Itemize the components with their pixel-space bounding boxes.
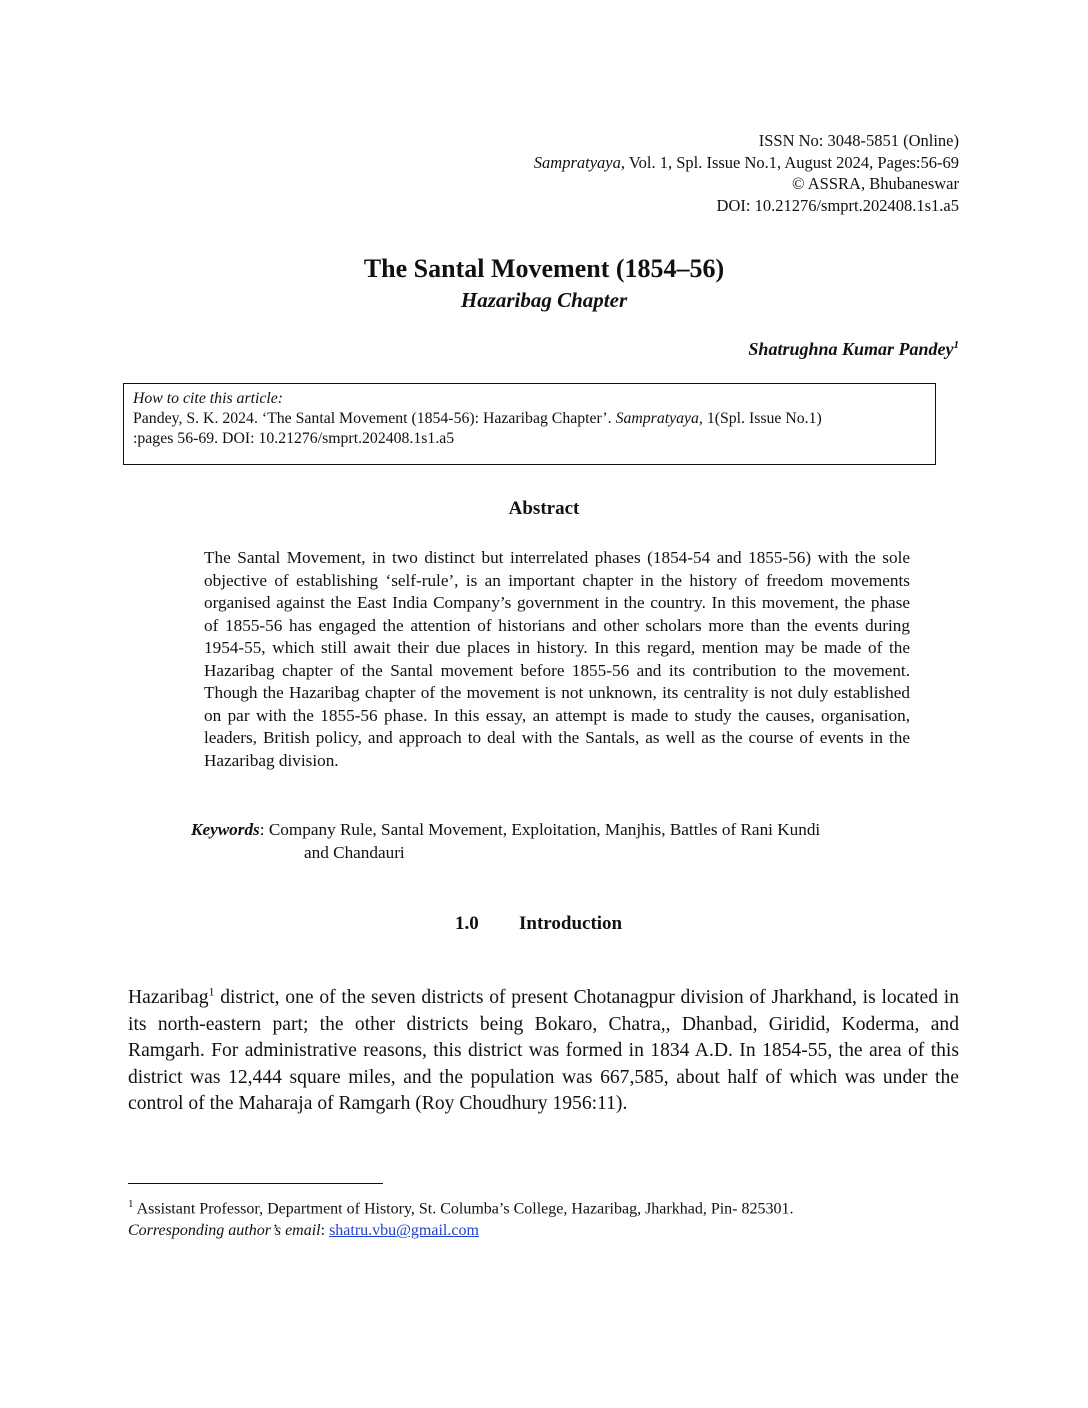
abstract-heading: Abstract <box>508 498 580 519</box>
journal-header <box>534 130 959 216</box>
journal-info <box>534 152 959 174</box>
intro-footnote-mark: 1 <box>208 984 215 999</box>
email-sep: : <box>320 1222 330 1240</box>
article-subtitle: Hazaribag Chapter <box>460 288 628 312</box>
citation-box <box>123 383 936 465</box>
citation-prefix: Pandey, S. K. 2024. ‘The Santal Movement (1854-56): Hazaribag Chapter’. <box>133 410 616 427</box>
footnote-line-1 <box>128 1193 794 1220</box>
footnote-divider <box>128 1183 383 1184</box>
email-label: Corresponding author’s email <box>128 1222 321 1240</box>
author-footnote-mark: 1 <box>953 339 959 351</box>
section-heading <box>455 913 622 935</box>
keywords-line-1: : Company Rule, Santal Movement, Exploitation, Manjhis, Battles of Rani Kundi <box>259 820 821 839</box>
keywords <box>191 818 820 864</box>
keywords-label: Keywords <box>191 820 260 839</box>
footnote-line-2 <box>128 1220 794 1242</box>
footnote-text: Assistant Professor, Department of History, St. Columba’s College, Hazaribag, Jharkhad, Pin- 825301. <box>133 1200 794 1218</box>
abstract-text: The Santal Movement, in two distinct but interrelated phases (1854-54 and 1855-56) with the sole objective of establishing ‘self-rule’, is an important chapter in the history of freedom movements organised against the East India Company’s government in the country. In this movement, the phase of 1855-56 has engaged the attention of historians and other scholars more than the events during 1954-55, which still await their due places in history. In this regard, mention may be made of the Hazaribag chapter of the Santal movement before 1855-56 and its contribution to the movement. Though the Hazaribag chapter of the movement is not unknown, its centrality is not duly established on par with the 1855-56 phase. In this essay, an attempt is made to study the causes, organisation, leaders, British policy, and approach to deal with the Santals, as well as the course of events in the Hazaribag division. <box>204 548 910 770</box>
journal-name: Sampratyaya, <box>533 152 625 172</box>
citation-line-2: :pages 56-69. DOI: 10.21276/smprt.202408.1s1.a5 <box>133 430 455 447</box>
doi: DOI: 10.21276/smprt.202408.1s1.a5 <box>716 195 959 215</box>
email-link[interactable]: shatru.vbu@gmail.com <box>329 1222 479 1240</box>
citation-journal: Sampratyaya, <box>615 410 703 427</box>
footnote <box>128 1193 794 1242</box>
intro-first-word: Hazaribag <box>128 987 209 1008</box>
author-text: Shatrughna Kumar Pandey <box>748 339 954 359</box>
intro-paragraph <box>128 985 959 1118</box>
keywords-line-2: and Chandauri <box>304 843 405 862</box>
citation-line-1 <box>133 409 935 429</box>
article-title: The Santal Movement (1854–56) <box>363 254 725 283</box>
journal-details: Vol. 1, Spl. Issue No.1, August 2024, Pages:56-69 <box>625 152 959 172</box>
intro-text: district, one of the seven districts of present Chotanagpur division of Jharkhand, is located in its north-eastern part; the other districts being Bokaro, Chatra,, Dhanbad, Giridid, Koderma, and Ramgarh. For administrative reasons, this district was formed in 1834 A.D. In 1854-55, the area of this district was 12,444 square miles, and the population was 667,585, about half of which was under the control of the Maharaja of Ramgarh (Roy Choudhury 1956:11). <box>128 987 959 1114</box>
copyright: © ASSRA, Bhubaneswar <box>792 174 959 193</box>
footnote-mark: 1 <box>128 1198 134 1210</box>
section-number: 1.0 <box>455 913 479 934</box>
section-title: Introduction <box>519 913 623 934</box>
issn: ISSN No: 3048-5851 (Online) <box>758 131 959 150</box>
citation-label: How to cite this article: <box>133 390 284 407</box>
citation-suffix: 1(Spl. Issue No.1) <box>702 410 822 427</box>
author-name <box>748 339 959 360</box>
